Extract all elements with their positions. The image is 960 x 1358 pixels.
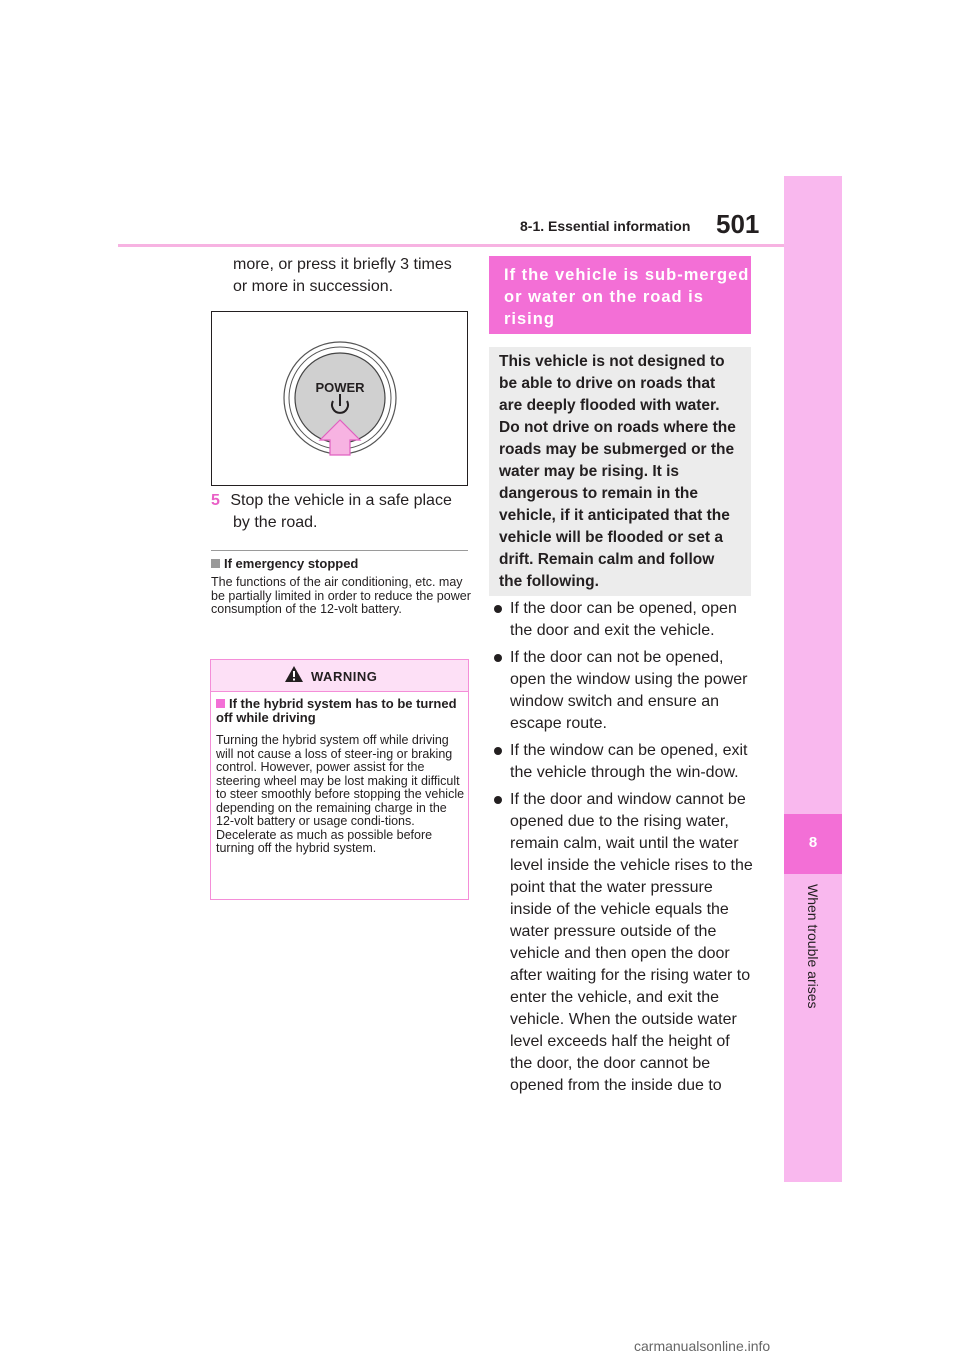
page-number: 501: [716, 209, 760, 239]
step-5-line1: [211, 490, 452, 512]
list-item-text: If the door can not be opened, open the window using the power window switch and ensure an escape route.: [510, 649, 748, 732]
warning-box: [210, 659, 469, 900]
list-item-text: If the door and window cannot be opened due to the rising water, remain calm, wait until the water level inside the vehicle rises to the point that the water pressure inside of the vehicle equals the water pressure outside of the vehicle and then open the door after waiting for the rising water to enter the vehicle, and exit the vehicle. When the outside water level exceeds half the height of the door, the door cannot be opened from the inside due to: [510, 791, 753, 1094]
warning-body: Turning the hybrid system off while driving will not cause a loss of steer-ing or braking control. However, power assist for the steering wheel may be lost making it difficult to steer smoothly before stopping the vehicle depending on the remaining charge in the 12-volt battery or usage condi-tions. Decelerate as much as possible before turning off the hybrid system.: [216, 733, 465, 855]
subsection-body: The functions of the air conditioning, etc. may be partially limited in order to reduce the power consumption of the 12-volt battery.: [211, 575, 471, 616]
list-item: [493, 789, 755, 1097]
warning-heading: [216, 697, 466, 725]
list-item: [493, 598, 755, 642]
power-button-label: POWER: [315, 380, 365, 395]
chapter-number: 8: [808, 834, 818, 851]
square-bullet-icon: [211, 559, 220, 568]
continued-text-line1: more, or press it briefly 3 times: [233, 256, 452, 273]
subsection-heading-text: If emergency stopped: [224, 556, 359, 571]
warning-label: WARNING: [311, 669, 378, 684]
header-divider: [118, 244, 784, 247]
bullet-icon: [494, 747, 502, 755]
step-text: Stop the vehicle in a safe place: [230, 492, 452, 509]
chapter-title: When trouble arises: [805, 884, 821, 1009]
bullet-icon: [494, 605, 502, 613]
step-number: 5: [211, 492, 220, 509]
continued-text-line2: or more in succession.: [233, 278, 394, 295]
power-button-illustration: [212, 312, 469, 487]
warning-header: [211, 660, 468, 692]
list-item: [493, 740, 755, 784]
list-item-text: If the window can be opened, exit the vehicle through the win-dow.: [510, 742, 748, 781]
chapter-side-tab: [784, 176, 842, 1182]
section-title: If the vehicle is sub-merged or water on the road is rising: [489, 256, 751, 334]
instruction-list: [493, 598, 755, 1102]
intro-notice: This vehicle is not designed to be able to drive on roads that are deeply flooded with water. Do not drive on roads where the roads may be submerged or the water may be rising. It is dangerous to remain in the vehicle, if it anticipated that the vehicle will be flooded or set a drift. Remain calm and follow the following.: [489, 347, 751, 596]
warning-triangle-icon: [284, 665, 304, 683]
bullet-icon: [494, 796, 502, 804]
section-heading: 8-1. Essential information: [520, 218, 691, 234]
step-5-line2: by the road.: [233, 514, 318, 531]
list-item: [493, 647, 755, 735]
bullet-icon: [494, 654, 502, 662]
subsection-divider: [211, 550, 468, 551]
square-bullet-icon: [216, 699, 225, 708]
power-button-figure: [211, 311, 468, 486]
warning-heading-text: If the hybrid system has to be turned off while driving: [216, 696, 457, 725]
watermark: carmanualsonline.info: [634, 1338, 771, 1354]
subsection-heading: [211, 556, 358, 571]
list-item-text: If the door can be opened, open the door and exit the vehicle.: [510, 600, 737, 639]
